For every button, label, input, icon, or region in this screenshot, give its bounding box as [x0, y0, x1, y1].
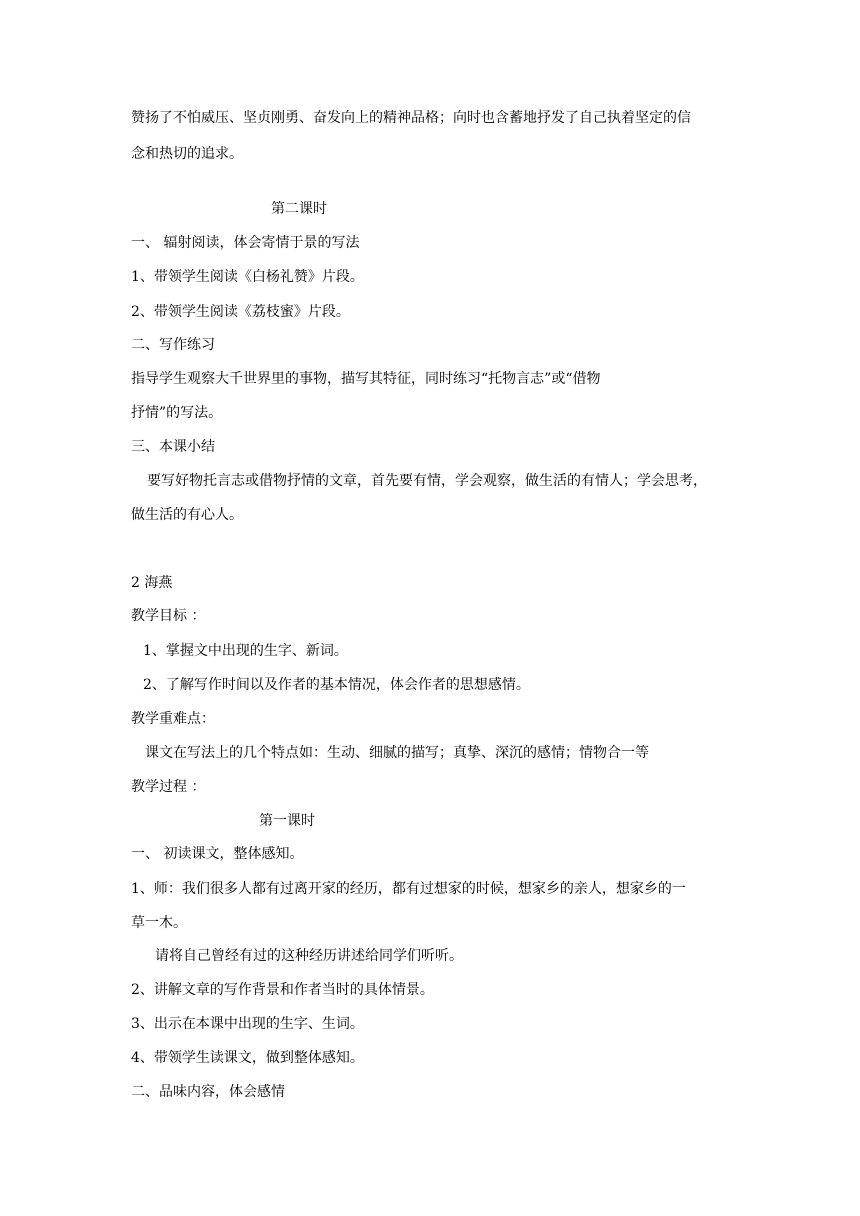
- section-heading: 教学重难点：: [131, 711, 215, 727]
- list-item: 1、掌握文中出现的生字、新词。: [143, 643, 348, 659]
- list-item: 1、带领学生阅读《白杨礼赞》片段。: [131, 269, 364, 285]
- list-item: 3、出示在本课中出现的生字、生词。: [131, 1016, 364, 1032]
- lesson-heading: 第一课时: [259, 813, 315, 829]
- section-heading: 一、 辐射阅读，体会寄情于景的写法: [131, 235, 360, 251]
- text-line: 做生活的有心人。: [131, 507, 243, 523]
- list-item: 2、了解写作时间以及作者的基本情况，体会作者的思想感情。: [143, 677, 530, 693]
- section-heading: 一、 初读课文，整体感知。: [131, 846, 304, 862]
- text-line: 指导学生观察大千世界里的事物，描写其特征，同时练习“托物言志”或“借物: [131, 371, 601, 387]
- list-item: 2、讲解文章的写作背景和作者当时的具体情景。: [131, 982, 434, 998]
- text-line: 草一木。: [131, 915, 187, 931]
- text-line: 抒情”的写法。: [131, 405, 223, 421]
- text-line: 念和热切的追求。: [131, 146, 243, 162]
- list-item: 2、带领学生阅读《荔枝蜜》片段。: [131, 304, 350, 320]
- text-line: 1、师：我们很多人都有过离开家的经历，都有过想家的时候，想家乡的亲人，想家乡的一: [131, 881, 686, 897]
- section-heading: 二、品味内容，体会感情: [131, 1084, 285, 1100]
- text-line: 要写好物托言志或借物抒情的文章，首先要有情，学会观察，做生活的有情人；学会思考，: [147, 473, 707, 489]
- text-line: 课文在写法上的几个特点如：生动、细腻的描写；真挚、深沉的感情；情物合一等: [145, 745, 649, 761]
- section-heading: 教学过程 ：: [131, 779, 206, 795]
- section-heading: 三、本课小结: [131, 439, 215, 455]
- text-line: 请将自己曾经有过的这种经历讲述给同学们听听。: [155, 948, 463, 964]
- section-heading: 教学目标 ：: [131, 608, 206, 624]
- lesson-heading: 第二课时: [271, 201, 327, 217]
- list-item: 4、带领学生读课文，做到整体感知。: [131, 1050, 364, 1066]
- text-line: 赞扬了不怕威压、坚贞刚勇、奋发向上的精神品格；向时也含蓄地抒发了自己执着坚定的信: [131, 110, 691, 126]
- lesson-title: 2 海燕: [131, 575, 173, 591]
- section-heading: 二、写作练习: [131, 337, 215, 353]
